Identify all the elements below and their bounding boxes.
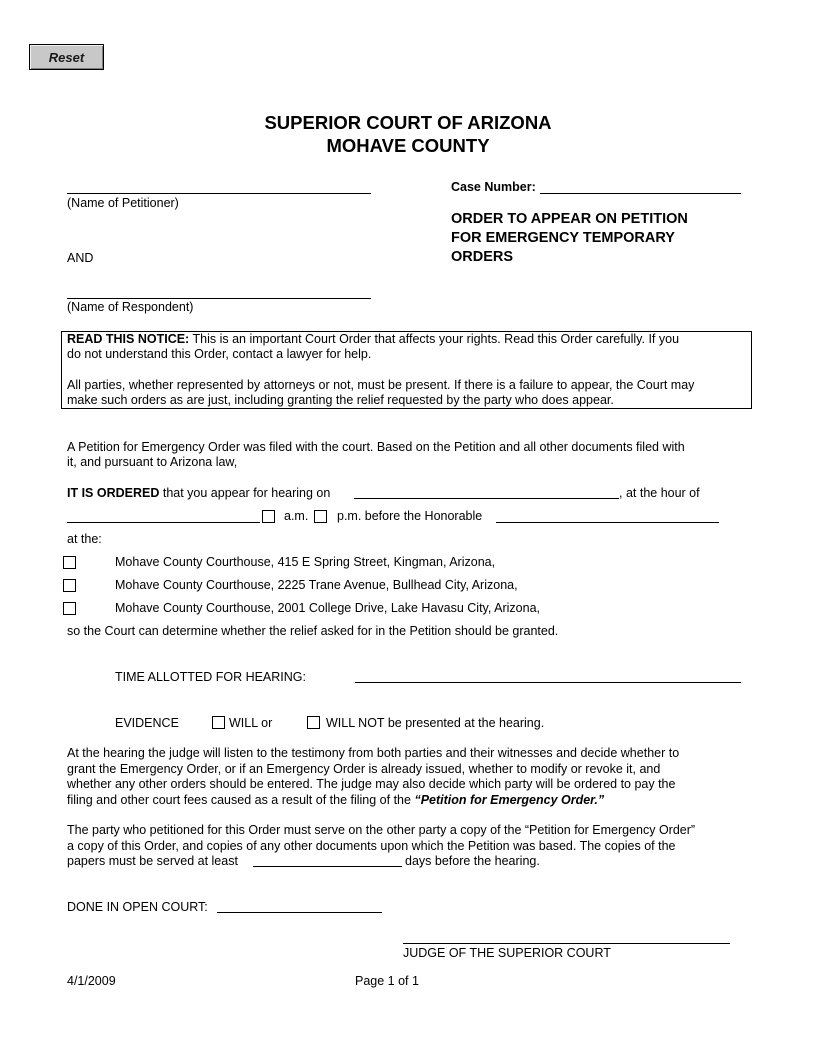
evidence-will-label: WILL or [229, 716, 273, 730]
footer-page: Page 1 of 1 [355, 974, 419, 988]
time-allotted-label: TIME ALLOTTED FOR HEARING: [115, 670, 306, 684]
notice-line1-text: This is an important Court Order that affects your rights. Read this Order carefully. If you [189, 332, 680, 346]
case-number-label: Case Number: [451, 180, 536, 194]
and-label: AND [67, 251, 94, 265]
serve-line3: papers must be served at least [67, 854, 238, 868]
hearing-line1: At the hearing the judge will listen to the testimony from both parties and their witnesses and decide whether to [67, 746, 680, 760]
court-title: SUPERIOR COURT OF ARIZONA [264, 112, 552, 133]
intro-line1: A Petition for Emergency Order was filed with the court. Based on the Petition and all other documents filed with [67, 440, 685, 454]
hour-label: , at the hour of [619, 486, 700, 500]
judge-signature-line [403, 943, 730, 944]
time-allotted-field[interactable] [355, 682, 741, 683]
order-title-line2: FOR EMERGENCY TEMPORARY [451, 230, 675, 246]
petition-title-emphasis: “Petition for Emergency Order.” [414, 793, 605, 807]
so-court-text: so the Court can determine whether the relief asked for in the Petition should be granted. [67, 624, 559, 638]
am-checkbox[interactable] [262, 510, 275, 523]
location-kingman-checkbox[interactable] [63, 556, 76, 569]
location-havasu-checkbox[interactable] [63, 602, 76, 615]
hearing-line4 [67, 793, 604, 807]
county-title: MOHAVE COUNTY [326, 135, 490, 156]
notice-line3: All parties, whether represented by attorneys or not, must be present. If there is a failure to appear, the Court may [67, 378, 695, 392]
serve-line3-end: days before the hearing. [405, 854, 540, 868]
serve-line1: The party who petitioned for this Order must serve on the other party a copy of the “Petition for Emergency Order” [67, 823, 696, 837]
pm-checkbox[interactable] [314, 510, 327, 523]
location-bullhead-checkbox[interactable] [63, 579, 76, 592]
order-title-line3: ORDERS [451, 249, 514, 265]
order-title-line1: ORDER TO APPEAR ON PETITION [451, 211, 688, 227]
hearing-time-field[interactable] [67, 522, 260, 523]
respondent-label: (Name of Respondent) [67, 300, 194, 314]
ordered-bold: IT IS ORDERED [67, 486, 160, 500]
done-date-field[interactable] [217, 912, 382, 913]
intro-line2: it, and pursuant to Arizona law, [67, 455, 238, 469]
footer-date: 4/1/2009 [67, 974, 116, 988]
evidence-will-not-checkbox[interactable] [307, 716, 320, 729]
am-label: a.m. [284, 509, 309, 523]
location-kingman: Mohave County Courthouse, 415 E Spring Street, Kingman, Arizona, [115, 555, 496, 569]
at-the-label: at the: [67, 532, 102, 546]
ordered-text [67, 486, 330, 500]
evidence-label: EVIDENCE [115, 716, 179, 730]
petitioner-name-field[interactable] [67, 193, 371, 194]
notice-line2: do not understand this Order, contact a lawyer for help. [67, 347, 372, 361]
ordered-rest: that you appear for hearing on [159, 486, 331, 500]
hearing-date-field[interactable] [354, 498, 619, 499]
evidence-will-checkbox[interactable] [212, 716, 225, 729]
notice-line1 [67, 332, 679, 346]
evidence-will-not-label: WILL NOT be presented at the hearing. [326, 716, 545, 730]
reset-button[interactable]: Reset [29, 44, 104, 70]
judge-label: JUDGE OF THE SUPERIOR COURT [403, 946, 611, 960]
respondent-name-field[interactable] [67, 298, 371, 299]
judge-name-field[interactable] [496, 522, 719, 523]
days-field[interactable] [253, 866, 402, 867]
hearing-line3: whether any other orders should be entered. The judge may also decide which party will be ordered to pay the [67, 777, 676, 791]
petitioner-label: (Name of Petitioner) [67, 196, 179, 210]
pm-label: p.m. before the Honorable [337, 509, 483, 523]
case-number-field[interactable] [540, 193, 741, 194]
serve-line2: a copy of this Order, and copies of any other documents upon which the Petition was based. The copies of the [67, 839, 676, 853]
hearing-line4-text: filing and other court fees caused as a result of the filing of the [67, 793, 415, 807]
location-havasu: Mohave County Courthouse, 2001 College Drive, Lake Havasu City, Arizona, [115, 601, 540, 615]
done-label: DONE IN OPEN COURT: [67, 900, 208, 914]
hearing-line2: grant the Emergency Order, or if an Emergency Order is already issued, whether to modify or revoke it, and [67, 762, 661, 776]
notice-line4: make such orders as are just, including granting the relief requested by the party who does appear. [67, 393, 614, 407]
notice-heading: READ THIS NOTICE: [67, 332, 190, 346]
location-bullhead: Mohave County Courthouse, 2225 Trane Avenue, Bullhead City, Arizona, [115, 578, 518, 592]
